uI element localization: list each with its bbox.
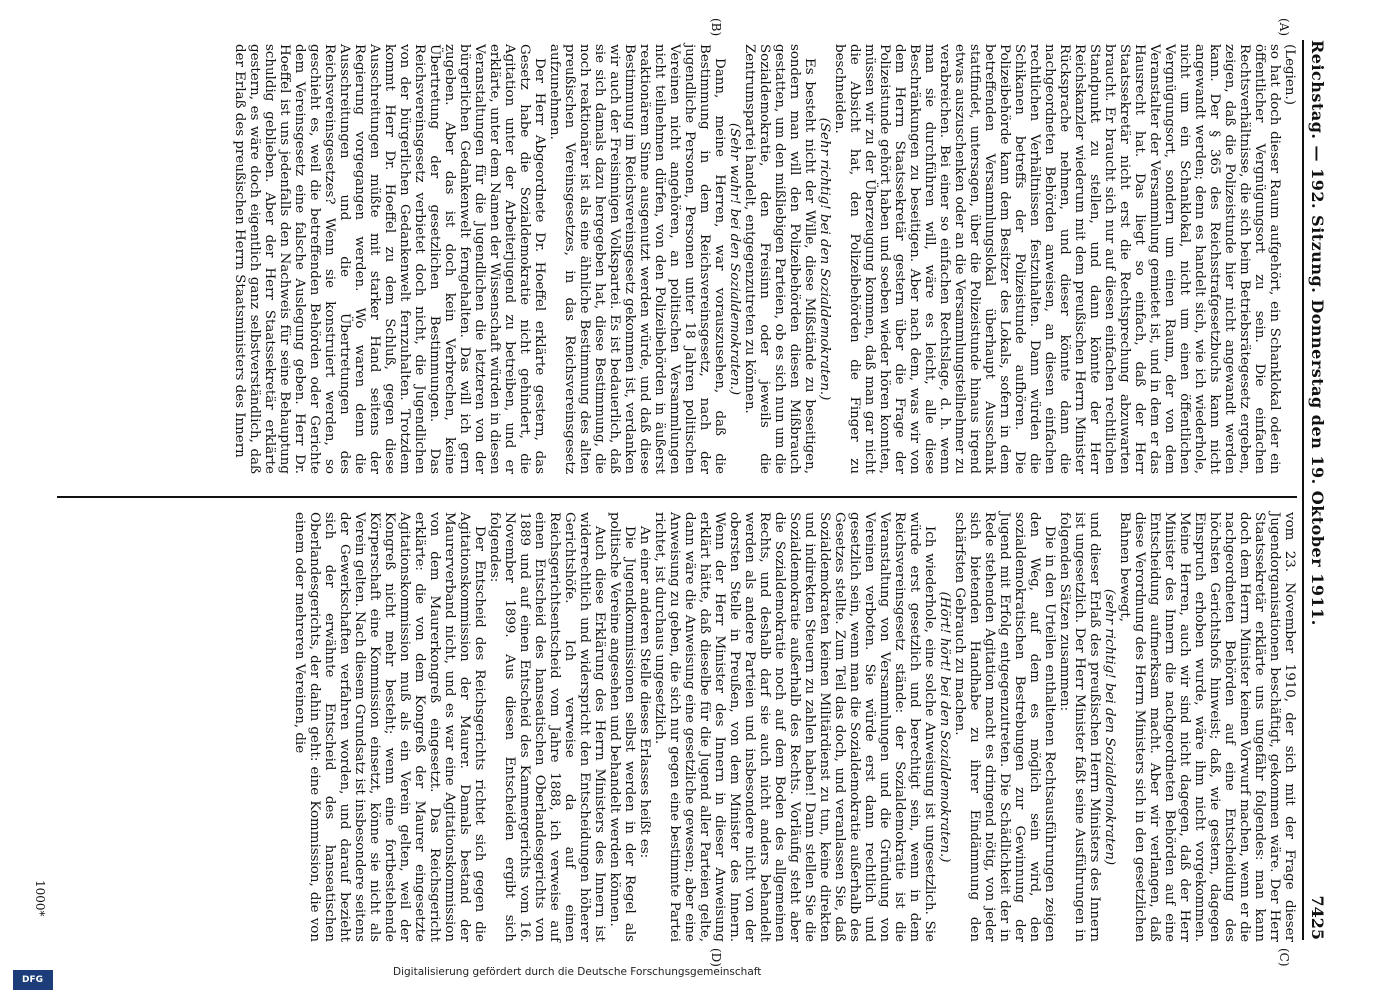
interjection: (Sehr wahr! bei den Sozialdemokraten.) bbox=[727, 122, 742, 396]
running-title: Reichstag. — 192. Sitzung. Donnerstag den 19. Oktober 1911. bbox=[1308, 40, 1328, 626]
credit-text: Digitalisierung gefördert durch die Deutsche Forschungsgemeinschaft bbox=[393, 966, 762, 978]
margin-letter-a: (A) bbox=[1277, 18, 1291, 37]
quotation: Die Jugendkommissionen selbst werden in der Regel als politische Vereine angesehen und behandelt werden können. bbox=[607, 512, 637, 942]
paragraph: und dieser Erlaß des preußischen Herrn Ministers des Innern ist ungesetzlich. Der Herr Minister faßt seine Ausführungen in folgenden Sätzen zusammen: bbox=[1057, 512, 1102, 942]
right-column bbox=[292, 512, 1297, 942]
paragraph: so hat doch dieser Raum aufgehört, ein Schanklokal oder ein öffentlicher Vergnügungsort zu sein. Die einfachen Rechtsverhältnisse, die sich beim Betriebsrätegesetz ergeben, zeigen, daß die Polizeistunde hier nicht angewandt werden kann. Der § 365 des Reichsstrafgesetzbuchs kann nicht angewandt werden; denn es handelt sich, wie ich wiederhole, nicht um ein Schanklokal, nicht um einen öffentlichen Vergnügungsort, sondern um einen Raum, der von dem Veranstalter der Versammlung gemietet ist, und in dem er das Hausrecht hat. Das liegt so einfach, daß der Herr Staatssekretär nicht erst die Rechtsprechung abzuwarten braucht. Er braucht sich nur auf diesen einfachen rechtlichen Standpunkt zu stellen, und dann könnte der Herr Reichskanzler wiederum mit dem preußischen Herrn Minister Rücksprache nehmen, und dieser könnte dann die nachgeordneten Behörden anweisen, an diesen einfachen rechtlichen Verhältnissen festzuhalten. Dann würden die Schikanen betreffs der Polizeistunde aufhören. Die Polizeibehörde kann dem Besitzer des Lokals, sofern in dem betreffenden Versammlungslokal überhaupt Ausschank stattfindet, untersagen, über die Polizeistunde hinaus irgend etwas auszuschenken oder an die Versammlungsteilnehmer zu verabreichen. Bei einer so einfachen Rechtslage, d. h. wenn man sie durchführen will, wäre es leicht, alle diese Beschränkungen zu beseitigen. Aber nach dem, was wir von dem Herrn Staatssekretär gestern über die Frage der Polizeistunde gehört haben und soeben wieder hören konnten, müssen wir zu der Überzeugung kommen, daß man gar nicht die Absicht hat, den Polizeibehörden die Finger zu beschneiden. bbox=[832, 44, 1282, 474]
digitization-credit bbox=[393, 966, 1353, 992]
interjection: (Sehr richtig! bei den Sozialdemokraten.) bbox=[817, 117, 832, 401]
paragraph: Es besteht nicht der Wille, diese Mißstände zu beseitigen, sondern man will den Polizeibehörden diesen Mißbrauch gestatten, um den mißliebigen Parteien, ob es sich nun um die Sozialdemokratie, den Freisinn oder jeweils die Zentrumspartei handelt, entgegenzutreten zu können. bbox=[742, 44, 817, 474]
page-number: 7425 bbox=[1308, 895, 1328, 940]
paragraph: Dann, meine Herren, war vorauszusehen, daß die Bestimmung in dem Reichsvereinsgesetz, nach der jugendliche Personen, Personen unter 18 Jahren politischen Vereinen nicht angehören, an politischen Versammlungen nicht teilnehmen dürfen, von den Polizeibehörden in äußerst reaktionärem Sinne ausgenutzt werden würde, und daß diese Bestimmung im Reichsvereinsgesetz gekommen ist, verdanken wir auch der Freisinnigen Volkspartei. Es ist bedauerlich, daß sie sich damals dazu hergegeben hat, diese Bestimmung, die noch reaktionärer ist als eine ähnliche Bestimmung des alten preußischen Vereinsgesetzes, in das Reichsvereinsgesetz aufzunehmen. bbox=[547, 44, 727, 474]
column-separator bbox=[57, 496, 1297, 498]
interjection: (Hört! hört! bei den Sozialdemokraten.) bbox=[937, 591, 952, 863]
quotation: Die in den Urteilen enthaltenen Rechtsausführungen zeigen den Weg, auf dem es möglich sein wird, den sozialdemokratischen Bestrebungen zur Gewinnung der Jugend mit Erfolg entgegenzutreten. Die Schädlichkeit der in Rede stehenden Agitation macht es dringend nötig, von jeder sich bietenden Handhabe zu ihrer Eindämmung den schärfsten Gebrauch zu machen. bbox=[952, 512, 1057, 942]
paragraph: An einer anderen Stelle dieses Erlasses heißt es: bbox=[637, 526, 652, 859]
speaker-name: (Legien.) bbox=[1282, 44, 1297, 105]
header-rule bbox=[1302, 40, 1304, 940]
dfg-logo: DFG bbox=[13, 970, 53, 990]
margin-letter-c: (C) bbox=[1277, 948, 1291, 967]
paragraph: vom 23. November 1910, der sich mit der Frage dieser Jugendorganisationen beschäftigt, gekommen wäre. Der Herr Staatssekretär erklärte uns ungefähr folgendes: man kann doch dem Herrn Minister keinen Vorwurf machen, wenn er die nachgeordneten Behörden auf eine Entscheidung des höchsten Gerichtshofs hinweist; daß, wie gestern, dagegen Einspruch erhoben wurde, wäre ihm nicht vorgekommen. Meine Herren, auch wir sind nicht dagegen, daß der Herr Minister des Innern die nachgeordneten Behörden auf eine Entscheidung aufmerksam macht. Aber wir verlangen, daß diese Verordnung des Herrn Ministers sich in den gesetzlichen Bahnen bewegt, bbox=[1117, 512, 1297, 942]
interjection: (sehr richtig! bei den Sozialdemokraten) bbox=[1102, 588, 1117, 866]
paragraph: Der Entscheid des Reichsgerichts richtet sich gegen die Agitationskommission der Maurer. Damals bestand der Maurerverband nicht, und es war eine Agitationskommission von dem Maurerkongreß eingesetzt. Das Reichsgericht erklärte: die von dem Kongreß der Maurer eingesetzte Agitationskommission muß als ein Verein gelten, weil der Kongreß nicht mehr besteht; wenn eine fortbestehende Körperschaft eine Kommission einsetzt, könne sie nicht als Verein gelten. Nach diesem Grundsatz ist insbesondere seitens der Gewerkschaften verfahren worden, und darauf bezieht sich der erwähnte Entscheid des hanseatischen Oberlandesgerichts, der dahin geht: eine Kommission, die von einem oder mehreren Vereinen, die bbox=[292, 512, 487, 942]
margin-letter-b: (B) bbox=[709, 18, 723, 37]
left-column bbox=[232, 44, 1297, 474]
paragraph: Der Herr Abgeordnete Dr. Hoeffel erklärte gestern, das Gesetz habe die Sozialdemokratie nicht gehindert, die Agitation unter der Arbeiterjugend zu betreiben, und er erklärte, unter dem Namen der Wissenschaft würden in diesen Veranstaltungen für die Jugendlichen die letzteren von der bürgerlichen Gedankenwelt ferngehalten. Das will ich gern zugeben. Aber das ist doch kein Verbrechen, keine Übertretung der gesetzlichen Bestimmungen. Das Reichsvereinsgesetz verbietet doch nicht, die Jugendlichen von der bürgerlichen Gedankenwelt fernzuhalten. Trotzdem kommt Herr Dr. Hoeffel zu dem Schluß, gegen diese Ausschreitungen müßte mit starker Hand seitens der Regierung vorgegangen werden. Wo waren denn die Ausschreitungen und die Übertretungen des Reichsvereinsgesetzes? Wenn sie konstruiert werden, so geschieht es, weil die betreffenden Behörden oder Gerichte dem Vereinsgesetz eine falsche Auslegung geben. Herr Dr. Hoeffel ist uns jedenfalls den Nachweis für seine Behauptung schuldig geblieben. Aber der Herr Staatssekretär erklärte gestern, es wäre doch eigentlich ganz selbstverständlich, daß der Erlaß des preußischen Herrn Staatsministers des Innern bbox=[232, 44, 547, 474]
paragraph: Ich wiederhole, eine solche Anweisung ist ungesetzlich. Sie würde erst gesetzlich und berechtigt sein, wenn in dem Reichsvereinsgesetz stände: der Sozialdemokratie ist die Veranstaltung von Versammlungen und die Gründung von Vereinen verboten. Sie würde erst dann rechtlich und gesetzlich sein, wenn man die Sozialdemokratie außerhalb des Gesetzes stellte. Zum Teil das doch, und veranlassen Sie, daß Sozialdemokraten keinen Militärdienst zu tun, keine direkten und indirekten Steuern zu zahlen haben! Dann stellen Sie die Sozialdemokratie außerhalb des Rechts. Vorläufig steht aber die Sozialdemokratie noch auf dem Boden des allgemeinen Rechts, und deshalb darf sie auch nicht anders behandelt werden als andere Parteien und insbesondere nicht von der obersten Stelle in Preußen, von dem Minister des Innern. Wenn der Herr Minister des Innern in dieser Anweisung erklärt hätte, daß dieselbe für die Jugend aller Parteien gelte, dann wäre die Anweisung eine gesetzliche gewesen; aber eine Anweisung zu geben, die sich nur gegen eine bestimmte Partei richtet, ist durchaus ungesetzlich. bbox=[652, 512, 937, 942]
signature-mark: 1000* bbox=[33, 880, 47, 917]
page-header bbox=[1305, 40, 1331, 940]
margin-letter-d: (D) bbox=[709, 948, 723, 967]
paragraph: Auch diese Erklärung des Herrn Ministers des Innern ist widerrechtlich und widerspricht den Entscheidungen höherer Gerichtshöfe. Ich verweise da auf einen Reichsgerichtsentscheid vom Jahre 1888, ich verweise auf einen Entscheid des hanseatischen Oberlandesgerichts von 1889 und auf einen Entscheid des Kammergerichts vom 16. November 1899. Aus diesen Entscheiden ergibt sich folgendes: bbox=[487, 512, 607, 942]
